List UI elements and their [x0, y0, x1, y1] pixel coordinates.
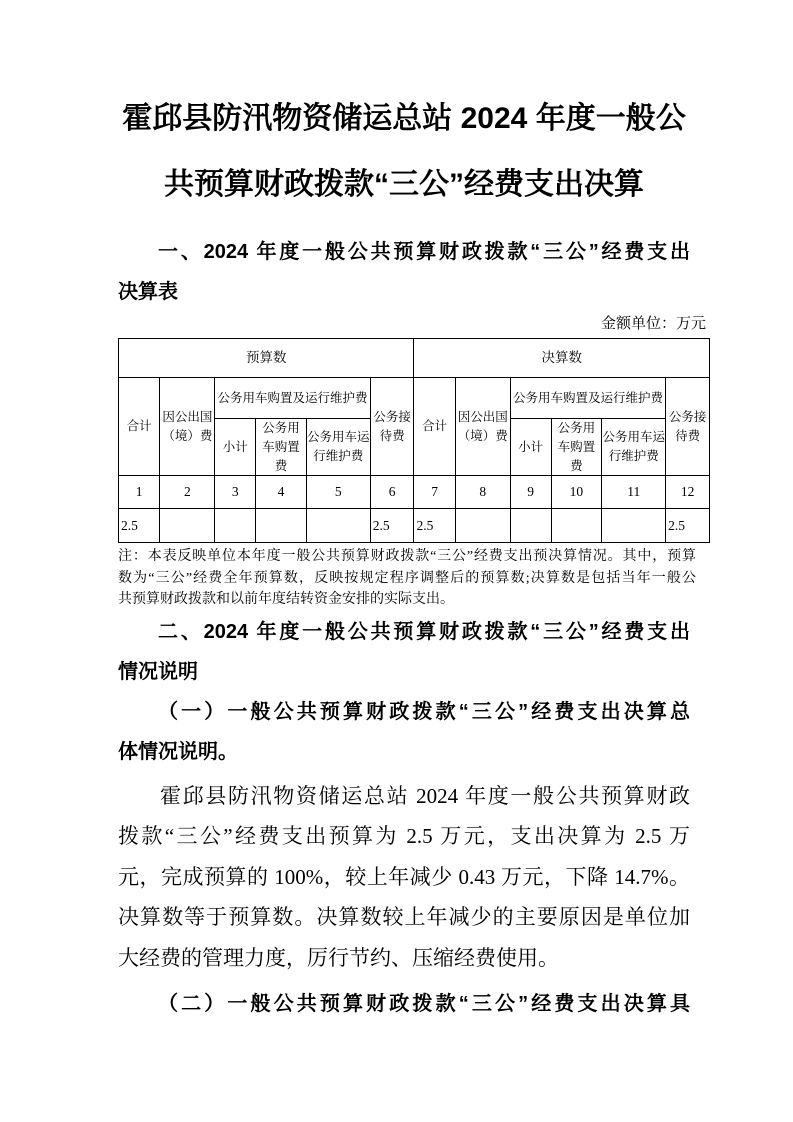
table-note-line-1: 注：本表反映单位本年度一般公共预算财政拨款“三公”经费支出预决算情况。其中，预算 [118, 549, 696, 565]
document-title-line-1: 霍邱县防汛物资储运总站 2024 年度一般公 [122, 102, 686, 135]
table-note-line-3: 共预算财政拨款和以前年度结转资金安排的实际支出。 [118, 592, 454, 608]
section-2-heading [118, 612, 710, 692]
table-note-line-2: 数为“三公”经费全年预算数，反映按规定程序调整后的预算数;决算数是包括当年一般公 [118, 570, 696, 586]
overview-paragraph [118, 776, 710, 979]
column-number-cell: 8 [455, 476, 510, 509]
final-vehicle-purchase-header: 公务用车购置费 [551, 419, 602, 476]
document-title [118, 86, 710, 218]
final-vehicle-maintenance-header: 公务用车运行维护费 [602, 419, 666, 476]
value-cell [306, 509, 370, 543]
overview-paragraph-line-1: 霍邱县防汛物资储运总站 2024 年度一般公共预算财政 [160, 783, 690, 808]
overview-paragraph-line-2: 拨款“三公”经费支出预算为 2.5 万元，支出决算为 2.5 万 [118, 824, 690, 849]
value-cell [256, 509, 307, 543]
column-number-cell: 12 [666, 476, 710, 509]
subsection-1-heading-line-2: 体情况说明。 [118, 740, 238, 763]
budget-abroad-header: 因公出国（境）费 [160, 378, 215, 476]
value-cell [510, 509, 551, 543]
subsection-1-heading [118, 692, 710, 772]
section-2-heading-line-2: 情况说明 [118, 660, 198, 683]
subsection-1-heading-line-1: （一）一般公共预算财政拨款“三公”经费支出决算总 [158, 700, 690, 723]
final-vehicle-subtotal-header: 小计 [510, 419, 551, 476]
value-cell [602, 509, 666, 543]
sangong-expense-table [118, 338, 710, 543]
column-number-cell: 3 [215, 476, 256, 509]
section-1-heading [118, 232, 710, 312]
column-number-cell: 5 [306, 476, 370, 509]
column-number-cell: 7 [414, 476, 455, 509]
value-cell: 2.5 [414, 509, 455, 543]
column-number-cell: 4 [256, 476, 307, 509]
budget-reception-header: 公务接待费 [370, 378, 414, 476]
overview-paragraph-line-5: 大经费的管理力度，厉行节约、压缩经费使用。 [118, 945, 559, 970]
budget-total-header: 合计 [119, 378, 160, 476]
section-1-heading-line-1: 一、2024 年度一般公共预算财政拨款“三公”经费支出 [158, 241, 690, 263]
value-cell [215, 509, 256, 543]
budget-vehicle-subtotal-header: 小计 [215, 419, 256, 476]
column-number-cell: 9 [510, 476, 551, 509]
section-1-heading-line-2: 决算表 [118, 281, 178, 303]
final-reception-header: 公务接待费 [666, 378, 710, 476]
document-title-line-2: 共预算财政拨款“三公”经费支出决算 [164, 168, 644, 201]
final-group-header: 决算数 [414, 339, 710, 378]
budget-vehicle-group-header: 公务用车购置及运行维护费 [215, 378, 370, 419]
amount-unit-label: 金额单位：万元 [600, 316, 706, 332]
section-2-heading-line-1: 二、2024 年度一般公共预算财政拨款“三公”经费支出 [158, 620, 690, 643]
value-cell: 2.5 [119, 509, 160, 543]
column-number-cell: 2 [160, 476, 215, 509]
value-cell [455, 509, 510, 543]
column-number-cell: 6 [370, 476, 414, 509]
budget-group-header: 预算数 [119, 339, 414, 378]
column-number-cell: 10 [551, 476, 602, 509]
overview-paragraph-line-3: 元，完成预算的 100%，较上年减少 0.43 万元，下降 14.7%。 [118, 864, 690, 889]
final-total-header: 合计 [414, 378, 455, 476]
subsection-2-heading [118, 984, 710, 1024]
column-number-cell: 11 [602, 476, 666, 509]
value-cell: 2.5 [666, 509, 710, 543]
column-number-cell: 1 [119, 476, 160, 509]
subsection-2-heading-line-1: （二）一般公共预算财政拨款“三公”经费支出决算具 [158, 993, 690, 1016]
value-cell [160, 509, 215, 543]
final-abroad-header: 因公出国（境）费 [455, 378, 510, 476]
final-vehicle-group-header: 公务用车购置及运行维护费 [510, 378, 665, 419]
table-note [118, 546, 710, 611]
value-cell: 2.5 [370, 509, 414, 543]
value-cell [551, 509, 602, 543]
budget-vehicle-maintenance-header: 公务用车运行维护费 [306, 419, 370, 476]
budget-vehicle-purchase-header: 公务用车购置费 [256, 419, 307, 476]
overview-paragraph-line-4: 决算数等于预算数。决算数较上年减少的主要原因是单位加 [118, 905, 690, 930]
